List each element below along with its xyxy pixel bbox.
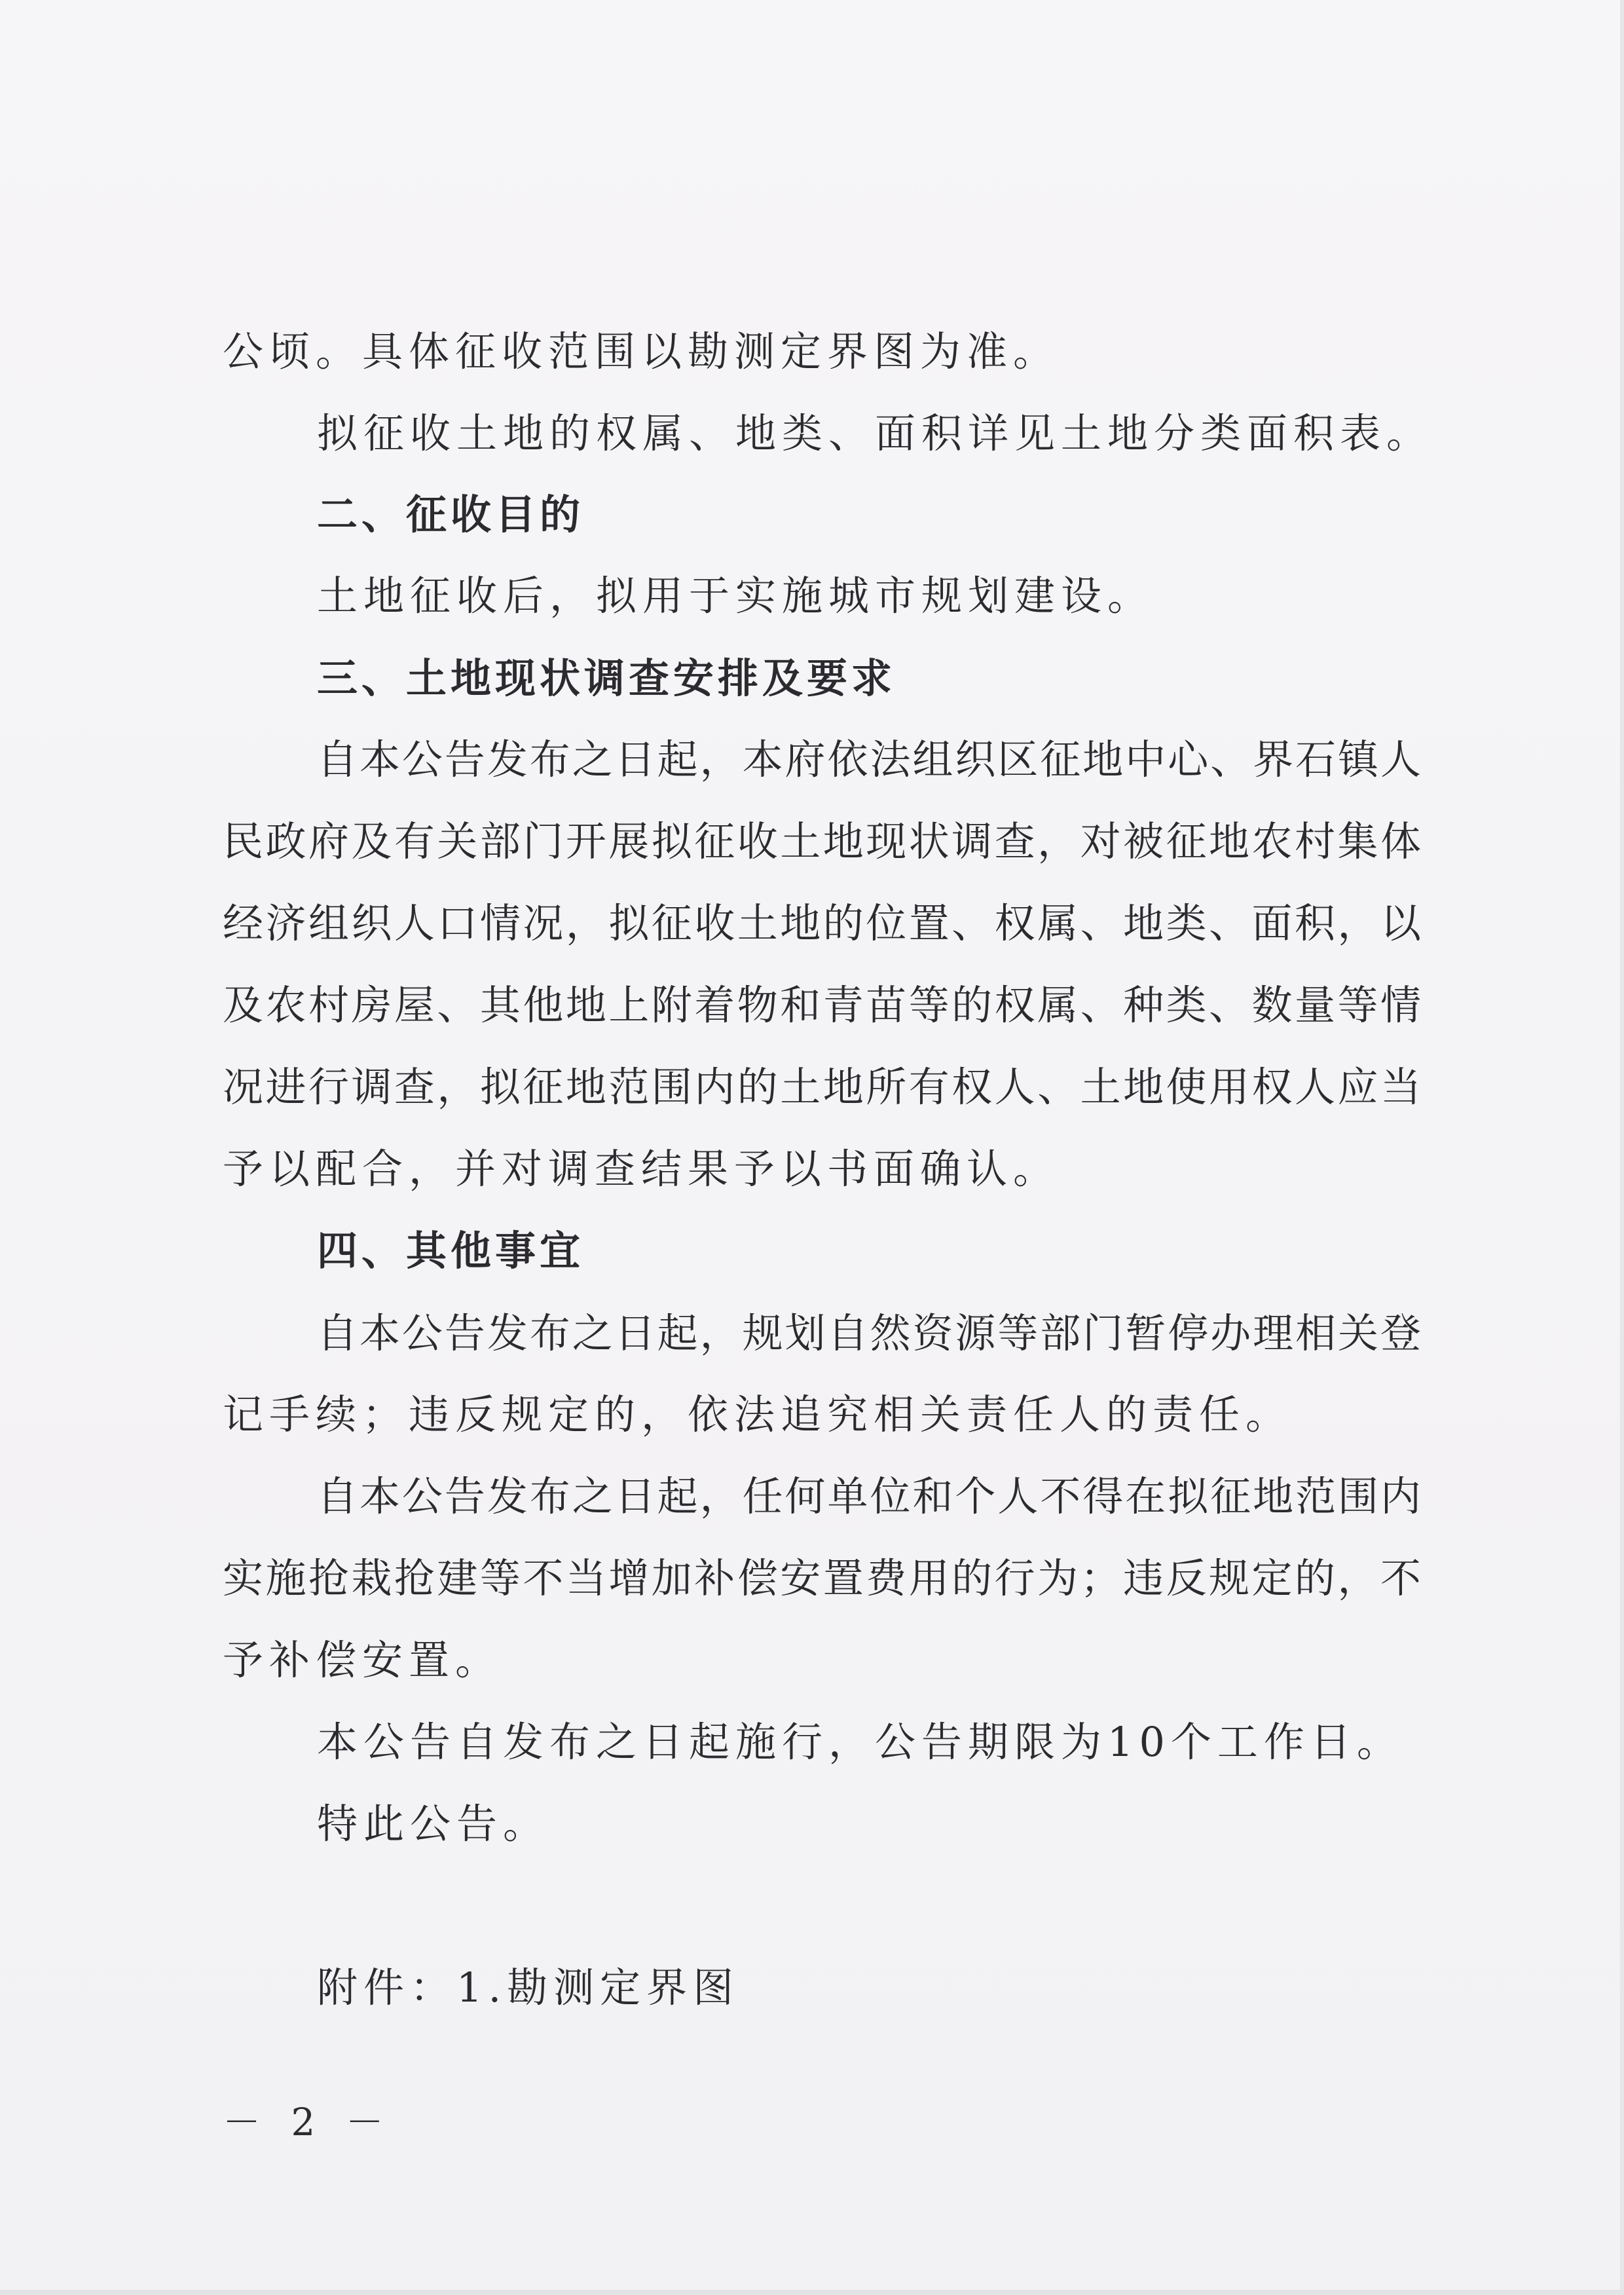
scan-edge-right <box>1620 0 1624 2295</box>
paragraph-line-survey-1: 自本公告发布之日起，本府依法组织区征地中心、界石镇人 <box>317 736 1421 783</box>
paragraph-line-construction-3: 予补偿安置。 <box>223 1636 502 1684</box>
paragraph-line-construction-1: 自本公告发布之日起，任何单位和个人不得在拟征地范围内 <box>317 1472 1421 1520</box>
section-heading-other-matters: 四、其他事宜 <box>317 1227 585 1275</box>
paragraph-line-registration-2: 记手续；违反规定的，依法追究相关责任人的责任。 <box>223 1390 1293 1438</box>
paragraph-line-closing: 特此公告。 <box>317 1800 550 1848</box>
paragraph-line-effective-date: 本公告自发布之日起施行，公告期限为10个工作日。 <box>317 1718 1403 1766</box>
scan-edge-bottom <box>0 2290 1624 2295</box>
attachment-line: 附件：1.勘测定界图 <box>317 1964 740 2011</box>
section-heading-survey: 三、土地现状调查安排及要求 <box>317 654 896 702</box>
paragraph-line-survey-5: 况进行调查，拟征地范围内的土地所有权人、土地使用权人应当 <box>223 1063 1421 1111</box>
paragraph-line-purpose: 土地征收后，拟用于实施城市规划建设。 <box>317 572 1154 620</box>
paragraph-line-land-details: 拟征收土地的权属、地类、面积详见土地分类面积表。 <box>317 409 1433 457</box>
page-number: － 2 － <box>223 2100 393 2144</box>
paragraph-line-survey-4: 及农村房屋、其他地上附着物和青苗等的权属、种类、数量等情 <box>223 981 1421 1029</box>
paragraph-line-survey-2: 民政府及有关部门开展拟征收土地现状调查，对被征地农村集体 <box>223 817 1421 865</box>
section-heading-purpose: 二、征收目的 <box>317 491 585 538</box>
paragraph-line-survey-3: 经济组织人口情况，拟征收土地的位置、权属、地类、面积，以 <box>223 899 1421 947</box>
paragraph-line-construction-2: 实施抢栽抢建等不当增加补偿安置费用的行为；违反规定的，不 <box>223 1554 1421 1602</box>
paragraph-line-survey-6: 予以配合，并对调查结果予以书面确认。 <box>223 1145 1060 1193</box>
paragraph-line-area-note: 公顷。具体征收范围以勘测定界图为准。 <box>223 327 1060 375</box>
paragraph-line-registration-1: 自本公告发布之日起，规划自然资源等部门暂停办理相关登 <box>317 1309 1421 1357</box>
